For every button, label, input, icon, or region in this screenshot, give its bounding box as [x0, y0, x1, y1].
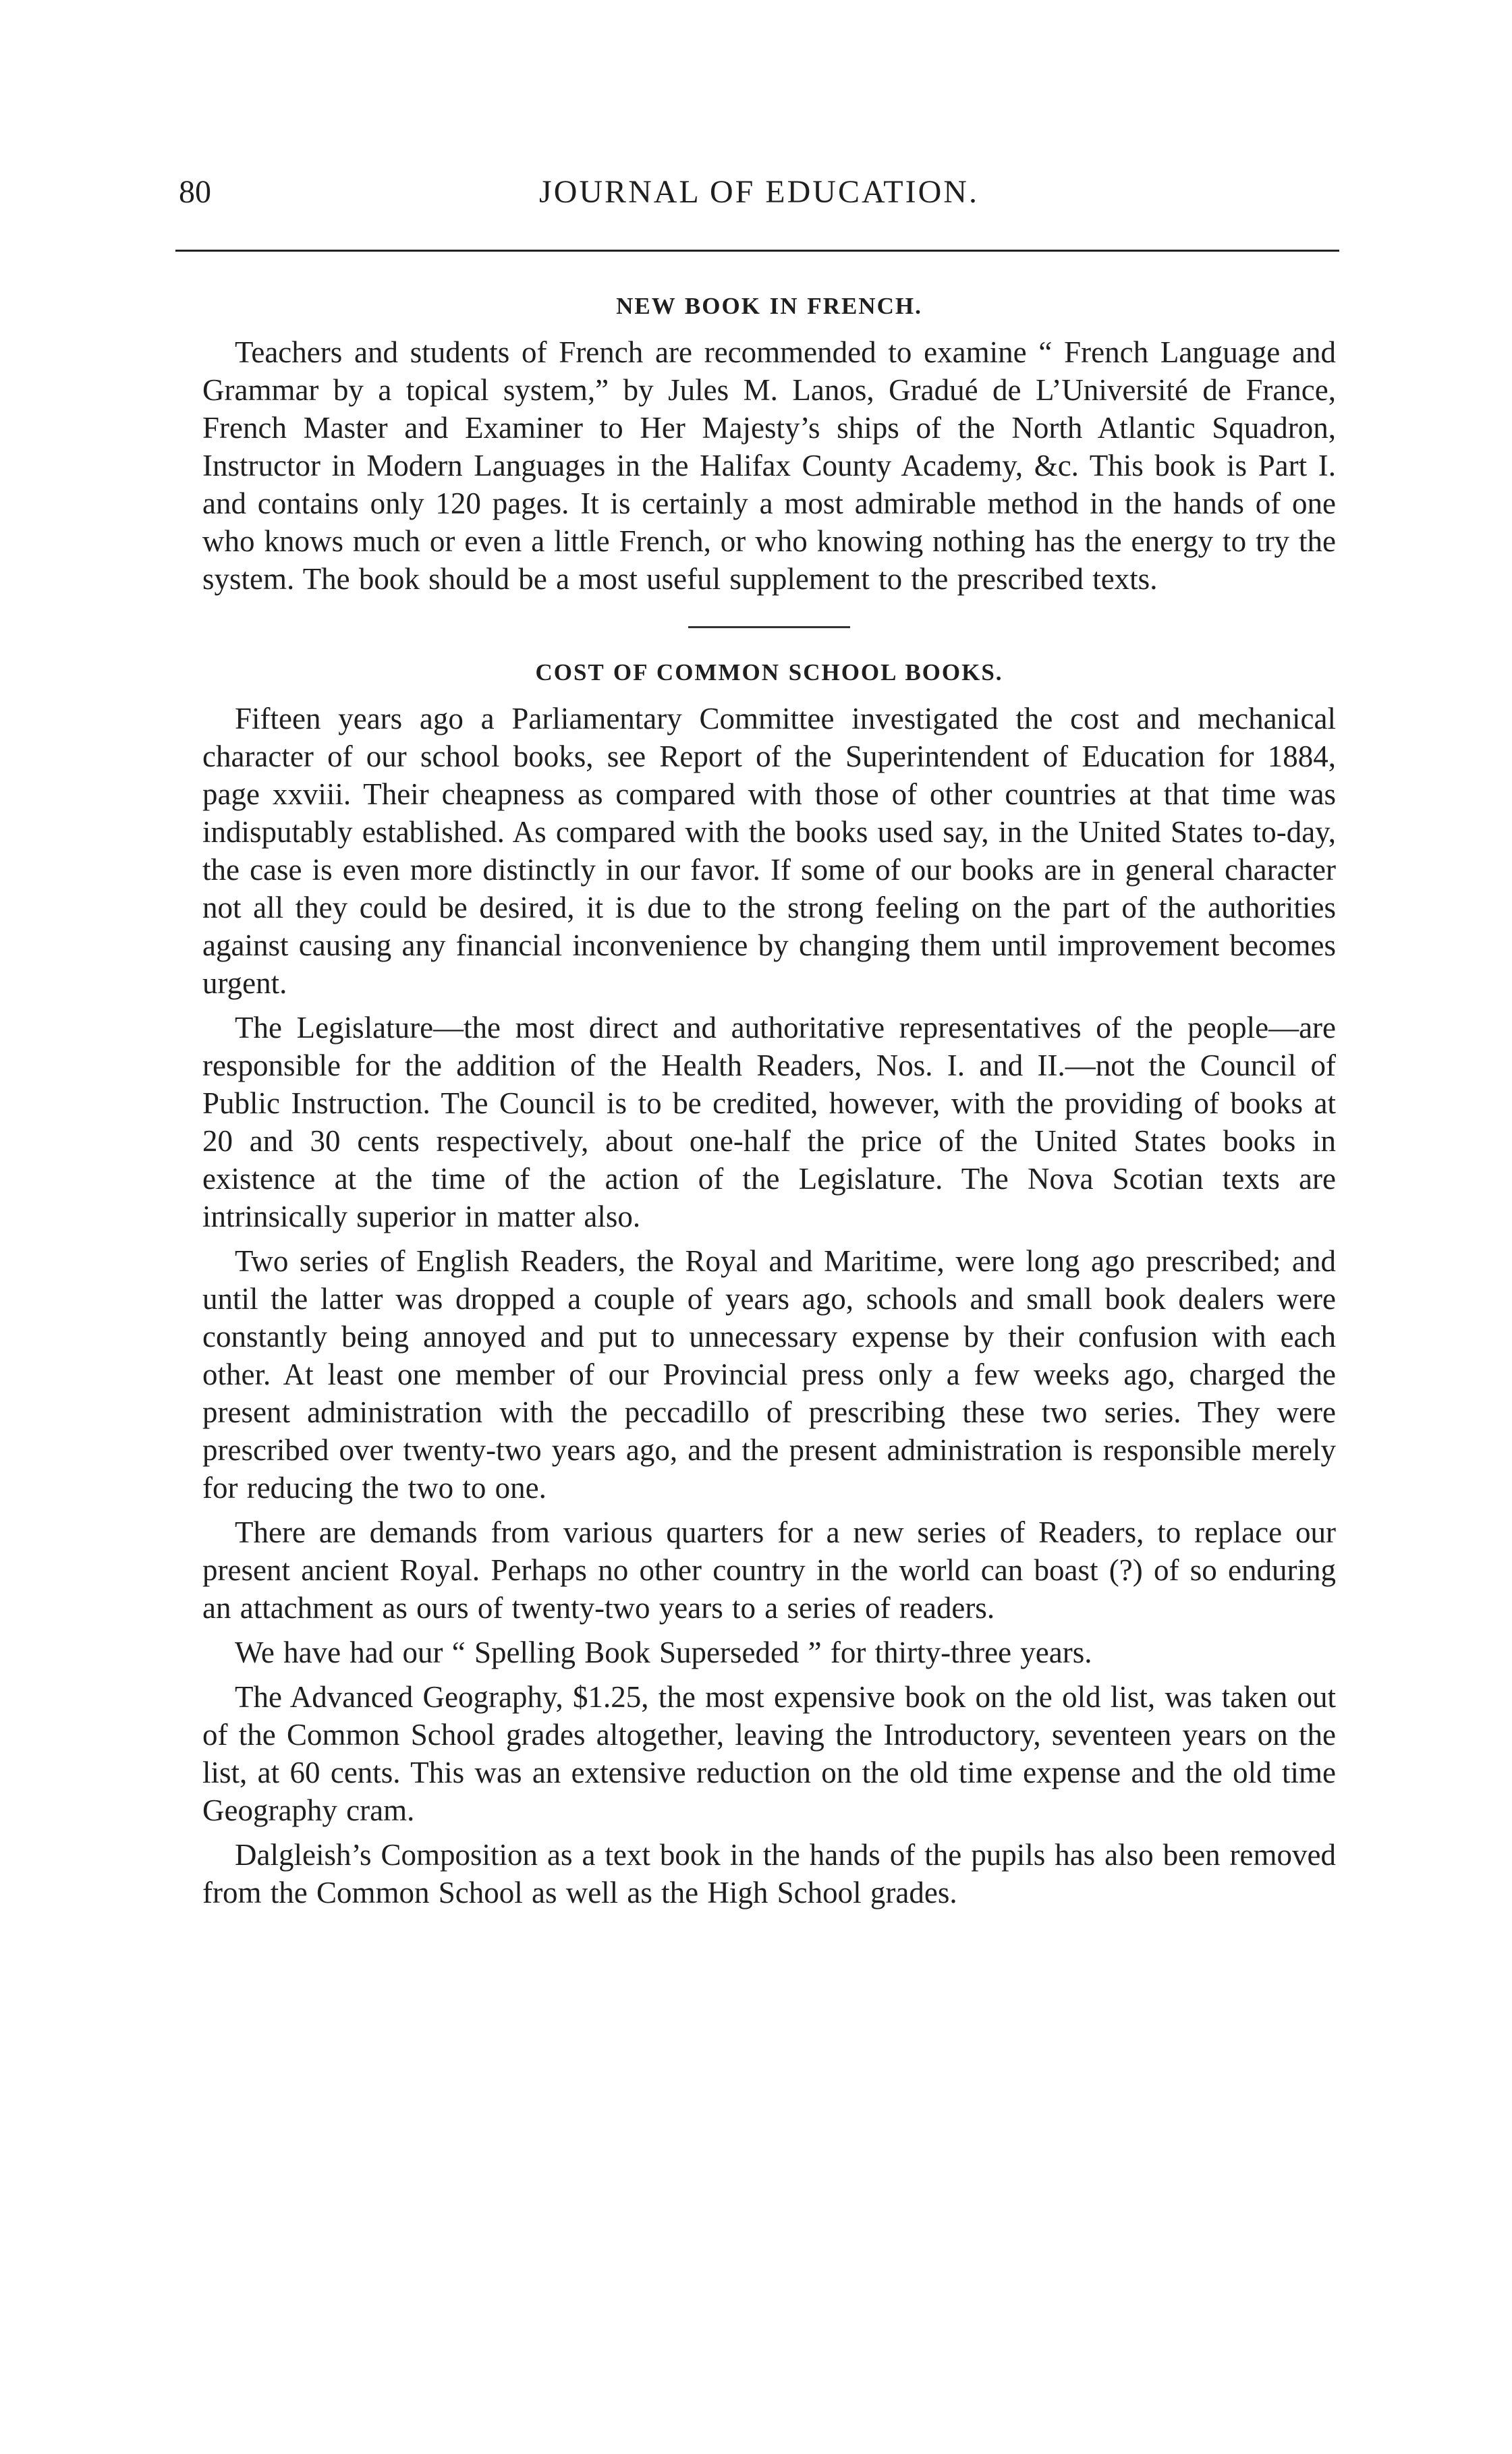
section-new-book-in-french: [202, 290, 1336, 598]
paragraph: The Advanced Geography, $1.25, the most expensive book on the old list, was taken out of the Common School grades altogether, leaving the Introductory, seventeen years on the list, at 60 cents. This was an extensive reduction on the old time expense and the old time Geography cram.: [202, 1680, 1336, 1827]
header-rule: [175, 250, 1339, 252]
paragraph: Two series of English Readers, the Royal and Maritime, were long ago prescribed; and until the latter was dropped a couple of years ago, schools and small book dealers were constantly being annoyed and put to unnecessary expense by their confusion with each other. At least one member of our Provincial press only a few weeks ago, charged the present administration with the peccadillo of prescribing these two series. They were prescribed over twenty-two years ago, and the present administration is responsible merely for reducing the two to one.: [202, 1244, 1336, 1505]
section-title: NEW BOOK IN FRENCH.: [616, 293, 922, 319]
page-number: 80: [179, 174, 211, 210]
paragraph: We have had our “ Spelling Book Superseded ” for thirty-three years.: [235, 1636, 1092, 1669]
paragraph: Teachers and students of French are recommended to examine “ French Language and Grammar by a topical system,” by Jules M. Lanos, Gradué de L’Université de France, French Master and Examiner to Her Majesty’s ships of the North Atlantic Squadron, Instructor in Modern Languages in the Halifax County Academy, &c. This book is Part I. and contains only 120 pages. It is certainly a most admirable method in the hands of one who knows much or even a little French, or who knowing nothing has the energy to try the system. The book should be a most useful supplement to the prescribed texts.: [202, 335, 1336, 596]
paragraph: Dalgleish’s Composition as a text book in the hands of the pupils has also been removed from the Common School as well as the High School grades.: [202, 1838, 1336, 1909]
running-title: JOURNAL OF EDUCATION.: [539, 174, 979, 210]
paragraph: There are demands from various quarters for a new series of Readers, to replace our present ancient Royal. Perhaps no other country in the world can boast (?) of so enduring an attachment as ours of twenty-two years to a series of readers.: [202, 1515, 1336, 1625]
paragraph: Fifteen years ago a Parliamentary Committee investigated the cost and mechanical character of our school books, see Report of the Superintendent of Education for 1884, page xxviii. Their cheapness as compared with those of other countries at that time was indisputably established. As compared with the books used say, in the United States to-day, the case is even more distinctly in our favor. If some of our books are in general character not all they could be desired, it is due to the strong feeling on the part of the authorities against causing any financial inconvenience by changing them until improvement becomes urgent.: [202, 702, 1336, 1000]
section-divider: [688, 626, 850, 628]
article-content: [202, 290, 1336, 1918]
section-cost-of-common-school-books: [202, 657, 1336, 1912]
page-header: [179, 172, 1339, 226]
paragraph: The Legislature—the most direct and authoritative representatives of the people—are responsible for the addition of the Health Readers, Nos. I. and II.—not the Council of Public Instruction. The Council is to be credited, however, with the providing of books at 20 and 30 cents respectively, about one-half the price of the United States books in existence at the time of the action of the Legislature. The Nova Scotian texts are intrinsically superior in matter also.: [202, 1011, 1336, 1233]
section-title: COST OF COMMON SCHOOL BOOKS.: [535, 659, 1003, 686]
